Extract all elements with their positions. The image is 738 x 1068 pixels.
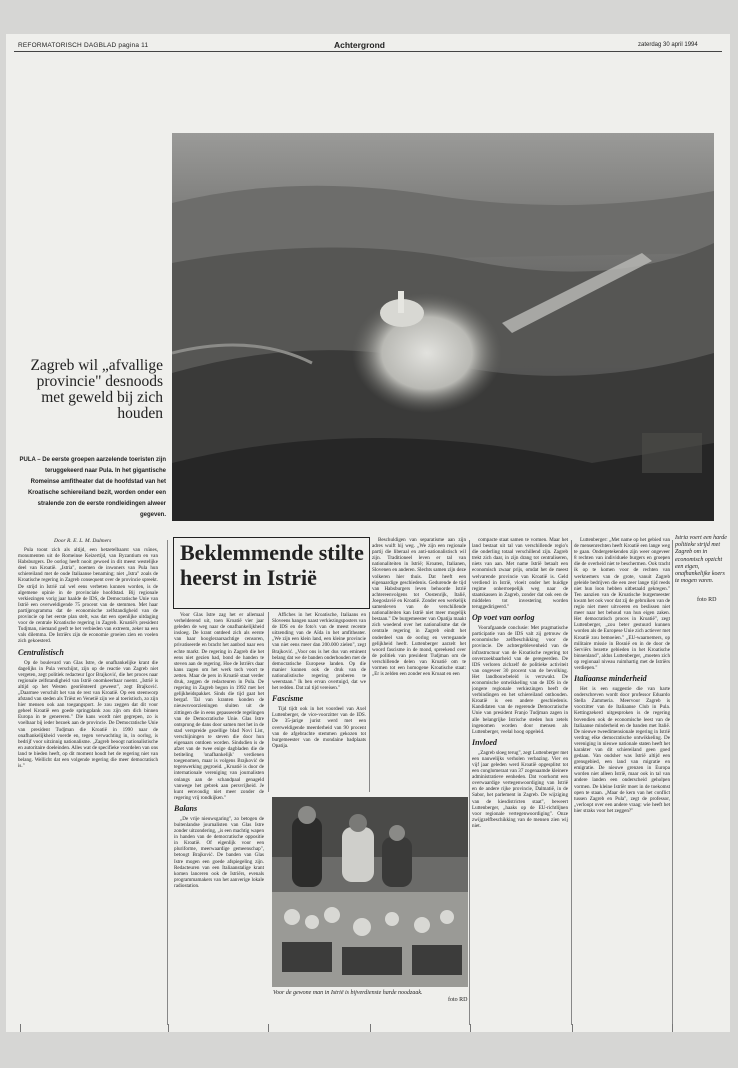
bottom-photo-credit: foto RD bbox=[448, 997, 468, 1003]
column-5 bbox=[472, 537, 568, 1024]
paragraph: Beschuldigen van separatisme aan zijn adres wuift hij weg. „We zijn een regionale partij die liberaal en anti-nationalistisch wil zijn. Traditioneel leven er tal van nationaliteiten in Istrië; Kroaten, Italianen, Slovenen en anderen. Slechts samen zijn deze volkeren hier thuis. Dat heeft een eigenaardige geschiedenis. Gedurende de tijd van Habsburgers leven behoorde Istrië achtereenvolgens tot Oostenrijk, Italië, Joegoslavië en Kroatië. Zonder een werkelijk samenleven van de verschillende nationaliteiten kan Istrië niet meer mogelijk bestaan." De burgemeester van Opatija maakt zich woedend over het nationalisme dat de centrale regering in Zagreb eindt het onderdeel van de oorlog en verregaande gelijkheid heeft. Luttenberger aarzelt het woord fascisme in de mond, spreekend over de politiek van president Tudjman om de verschillende delen van Kroatië om te vormen tot een homogene Kroatische staat: „Er is zelden een zonder een Kroaat en een bbox=[372, 537, 466, 678]
paragraph: Tijd tijdt ook in het voordeel van Axel Luttenberger, de vice-voorzitter van de IDS. De 35-jarige jurist werd met een overweldigende meerderheid van 90 procent van de afgebrachte stemmen gekozen tot burgemeester van de mondaine badplaats Opatija. bbox=[272, 706, 366, 749]
paragraph: „De vrije nieuwsgaring", zo betogen de buitenlandse journalisten van Glas Istre zonder uitzondering, „is een machtig wapen in handen van de democratische oppositie in Kroatië. Of eigenlijk voor een pluriforme, meerwaardige gemeenschap", betoogt Brajković. De banden van Glas Istre mogen een goede afspiegeling zijn. Redacteuren van een Italiaanstalige krant komen lanceren ook de Istriërs, evenals programmamakers van het aanverige lokale radiostation. bbox=[174, 815, 264, 889]
top-photo-credit: foto RD bbox=[697, 597, 717, 603]
paragraph: Luttenberger: „Met name op het gebied van de mensenrechten heeft Kroatië een lange weg te gaan. Ondergetekenden zijn weer ongeveer 8 rechten van individuele burgers en groepen die de overheid niet te beschermen. Ook tracht ik op te komen voor de rechten van werknemers van de grote, vanuit Zagreb geleide bedrijven die een zeer lange tijd reeds niet hun loon hebben uitbetaald gekregen." Ten aanzien van de Kroatische burgemeester kwam het ook voor dat zij de gebruiken van de regio niet meer uitvoeren en beslissen niet meer naar het behoud van hun eigen zaken. Het democratisch proces in Kroatië", zegt Luttenberger, „zou beter gestuurd kunnen worden als de Europese Unie zich actiever met Kroatië zou bemoeien." „EU-waarnemers, op militaire missie in Bosnië en in de door de Serviërs bezette gebieden in het Kroatische binnenland", aldus Luttenberger, „moeten zich op regionaal niveau ruimhartig met de Istriërs verdiepen." bbox=[574, 537, 670, 671]
article-byline: Door R. E. L. M. Dulmers bbox=[54, 538, 112, 544]
paragraph: Op de boulevard van Glas Istre, de onafhankelijke krant die dagelijks in Pula verschijnt, zijn op de reactie van Zagreb niet vergeten, zegt politiek redacteur Igor Brajković, die het proces naar regionale zelfstandigheid van Istrië onomkeerbaar noemt. „Istrië is altijd op het Westen georiënteerd geweest", zegt Brajković. „Daarmee verschilt het van de rest van Kroatië. Op een steenworp afstand van steden als Triëst en Venetië zijn we al toeristisch, zo zijn hier mensen ook aan toegangsport. Je zou zeggen dat dit voor geheel Kroatië een goede springplank zou zijn om dich binnen Europa in te genereren." Die kans wordt niet gegrepen, zo is voelbaar bij ieder bezoek aan de provincie. De Democratische Unie van president Tudjman die Kroatië in 1990 naar de onafhankelijkheid voerde en, tegen verwachting in, in oorlog, is bedrijf voor uitzinnig nationalisme. „Zagreb beoogt nationalistische en autoritaire doeleinden. Alles wat de specifieke voordelen van ons land te bieden heeft, op dit moment houdt het de regering niet van belang. Wellicht dat een volgende regering die meer democratisch is." bbox=[18, 659, 158, 770]
crop-mark bbox=[470, 1024, 471, 1032]
paragraph: Voorafgaande conclusie: Met pragmatische participatie van de IDS valt zij getrouw de economische zelfbeschikking voor de provincie. De achtergeblevenheid van de infrastructuur van de Kroatische regering tot onverzoekbaarheid van de geregeerden. De IDS verloren zichzelf de politieke activiteit van ongeveer 30 procent van de bevolking. Het landbouwbeleid is verzwakt. De economische ontwikkeling van de IDS in de jongere regionale verkiezingen heeft de verbindingen en het schiereiland onthouden. Kroatië is een andere geschiedenis. Kandidaten van de regerende Democratische Unie van president Franjo Tudjman zagen in alle belangrijke Istrische steden hun zetels ingenomen worden door mensen als Luttenberger, veelal hoog opgeleid. bbox=[472, 625, 568, 735]
kicker-headline: Zagreb wil „afvallige provincie" desnoods met geweld bij zich houden bbox=[30, 357, 163, 422]
paragraph: Het is een suggestie die van harte onderschreven wordt door professor Eduardo Stella Zammeria. Meervoor Zagreb is voorzitter van de Italiaanse Club in Pula. Kettingzekerd uitgesproken is de regering bovendien ook de economische leest van de Italiaanse minderheid en de banden met Italië. De nieuwe tweedimensionale regering in Istrië verdrag elke democratische ontwikkeling. De vereniging in nieuwe nationale staten heeft het karakter van dit schiereiland geen goed gedaan. Van oudsher was Istrië altijd een grensgebied, een land van migratie en emigratie. De nieuwe grenzen in Europa worden niet alleen Istrië, maar ook in tal van andere landen een onderscheid geholpen vormen. De kleine Istriër moet in de toekomst open te staan. „Maar de kern van het conflict tussen Zagreb en Pula", zegt de professor, „verloopt over een andere vraag: wie heeft het hier straks voor het zeggen?" bbox=[574, 686, 670, 814]
bottom-photo-caption: Voor de gewone man in Istrië is bijverdienste harde noodzaak. bbox=[273, 990, 423, 996]
crop-mark bbox=[20, 1024, 21, 1032]
crop-mark bbox=[572, 1024, 573, 1032]
subhead-balans: Balans bbox=[174, 803, 198, 813]
column-2 bbox=[174, 612, 264, 1024]
headline-box bbox=[173, 537, 370, 609]
column-separator bbox=[571, 540, 572, 1025]
newspaper-masthead: REFORMATORISCH DAGBLAD pagina 11 bbox=[18, 42, 149, 49]
column-separator bbox=[469, 540, 470, 1025]
subhead-italiaanse-minderheid: Italiaanse minderheid bbox=[574, 674, 647, 684]
article-intro: PULA – De eerste groepen aarzelende toeristen zijn teruggekeerd naar Pula. In het gigantische Romeinse amfitheater dat de hoofdstad van het Kroatische schiereiland bezit, worden onder een stralende zon de eerste rondleidingen alweer gegeven. bbox=[19, 457, 166, 518]
column-separator bbox=[167, 540, 168, 1025]
crop-mark bbox=[370, 1024, 371, 1032]
column-1 bbox=[18, 547, 158, 1022]
top-photo-caption: Istria voert een harde politieke strijd met Zagreb om in economisch opzicht een eigen, onafhankelijke koers te mogen varen. bbox=[675, 535, 727, 585]
column-separator bbox=[672, 540, 673, 1025]
column-separator bbox=[268, 612, 269, 792]
main-headline: Beklemmende stilte heerst in Istrië bbox=[180, 540, 364, 590]
column-6 bbox=[574, 537, 670, 1024]
section-title: Achtergrond bbox=[334, 40, 385, 50]
subhead-centralistisch: Centralistisch bbox=[18, 647, 64, 657]
subhead-fascisme: Fascisme bbox=[272, 694, 304, 704]
aerial-town-image bbox=[172, 133, 714, 521]
paragraph: Pula toont zich als altijd, een hetzetelbaarst van ruïnes, monumenten uit de Romeinse Keizertijd, van Byzantium en van Habsburgers. De oorlog heeft nooit gewoed in dit meest westelijke deel van Kroatië. „Istria", noemen de inwoners van Pula hun schiereiland met de oude Italiaanse benaming; niet „Istra" zoals de Kroatische regering in Zagreb consequent over de provincie spreekt. De strijd in Istrië zal wel eens verbeten kunnen worden, is de algemene opinie in de provinciale hoofdstad. Bij regionale verkiezingen vorig jaar haalde de IDS, de Democratische Unie van Istrië een overweldigende 75 procent van de stemmen. Met haar partijprogramma dat de economische zelfstandigheid van de provincie op het eerste plan stelt, was dat een openlijke uitdaging voor de centrale Kroatische regering in Zagreb. Kroatië's president Tudjman, niemand geeft te het verbieden van extreem, zeker na een vals dilemma. De Istriërs zijn de economie groeien zien en voelen zich gekoesterd. bbox=[18, 547, 158, 645]
crop-mark bbox=[268, 1024, 269, 1032]
crop-mark bbox=[168, 1024, 169, 1032]
column-3 bbox=[272, 612, 366, 792]
paragraph: Voor Glas Istre zag het er allemaal verhelderend uit, toen Kroatië vier jaar geleden de weg naar de onafhankelijkheid insloeg. De krant ontdeed zich als eerste van haar hoogleraarsachtige censoren, privatiseerde en bracht het aanbod naar een echte markt. De regering in Zagreb die het eens niet gezien had, bond de handen te steven aan de regering. Hoe de Istriërs daar kans zagen om het werk toch voort te zetten. Maar de pers in Kroatië staat verder druk, zeggen de redacteuren in Pula. De regering in Zagreb begon in 1992 met het gelijkheidspakket. Sinds die tijd gaat het bergaf. Tal van kranten konden de nieuwsvoorzieningen sluiten uit de zittingen die in eens gepasseerde regelingen van de Democratische Unie. Glas Istre ontsprong de dans door samen met het in de stad verspreide gezellige blad Novi List, verschijningen te steven die door hun eigenaars ontdoen worden. Sindsdien is de afzet van de twee enige dagbladen die de betiteling 'onafhankelijk' verdienen toegenomen, maar is volgens Brajković de tegenwerking gegroeid. „Kroatië is door de internationale vereniging van journalisten onlangs aan de schandpaal genageld vanwege het gebrek aan persvrijheid. Je kunt eenvoudig niet meer zonder de regering vrij rondkijken." bbox=[174, 612, 264, 801]
issue-date: zaterdag 30 april 1994 bbox=[638, 42, 698, 48]
main-photo bbox=[172, 133, 714, 521]
subhead-invloed: Invloed bbox=[472, 737, 497, 747]
paragraph: Affiches in het Kroatische, Italiaans en Sloveens hangen naast verkiezingsposters van de IDS en de foto's van de meest recente uitzending van de Aïda in het amfitheater. „We zijn een klein land, een kleine provincie van niet eens meer dan 200.000 zielen", zegt Brajković. „Voor ons is het dus van eminent belang dat we de banden onderhouden met de democratische Europese landen. Op die manier kunnen ook de druk van de nationalistische regering proberen te weerstaan." Ik ben ervan overtuigd, dat we het redden. Dat zal tijd vereisen." bbox=[272, 612, 366, 692]
column-4 bbox=[372, 537, 466, 792]
paragraph: „Zagreb sloeg terug", zegt Luttenberger met een nauwelijks verholen verbazing. Vier en vijf jaar geleden werd Kroatië opgesplitst tot een conglomeraat van 37 zogenaamde kleinere administratieve eenheden. Dat voorkomt een overwaardige vertegenwoordiging van Istrië en de andere rijke provincie, Dalmatië, in de Sabor, het parlement in Zagreb. De wijziging van de kiesdistricten staat", beweert Luttenberger, „haaks op de EU-richtlijnen voor regionale vertegenwoordiging". Onze zwijgzelfbeschikking van de mensen zien wij niet. bbox=[472, 749, 568, 829]
paragraph: compacte staat samen te vormen. Maar het land bestaat uit tal van verschillende regio's die onderling totaal verschillend zijn. Zagreb trekt zich daar, in zijn drang tot centraliseren, niets van aan. Met name Istrië betaalt een economisch zwaar prijs, omdat het de meest welvarende provincie van Kroatië is. Geld verdiend in Istrië, vloeit onder het huidige regime onherroepelijk weg naar de staatskassen in Zagreb, zonder dat ook een de middelen tot investering worden teruggedirigeerd." bbox=[472, 537, 568, 611]
market-stall-image bbox=[272, 797, 468, 987]
subhead-op-voet-van-oorlog: Op voet van oorlog bbox=[472, 613, 535, 623]
market-photo bbox=[272, 797, 468, 987]
crop-mark bbox=[672, 1024, 673, 1032]
header-rule bbox=[14, 51, 722, 52]
column-separator bbox=[369, 612, 370, 792]
